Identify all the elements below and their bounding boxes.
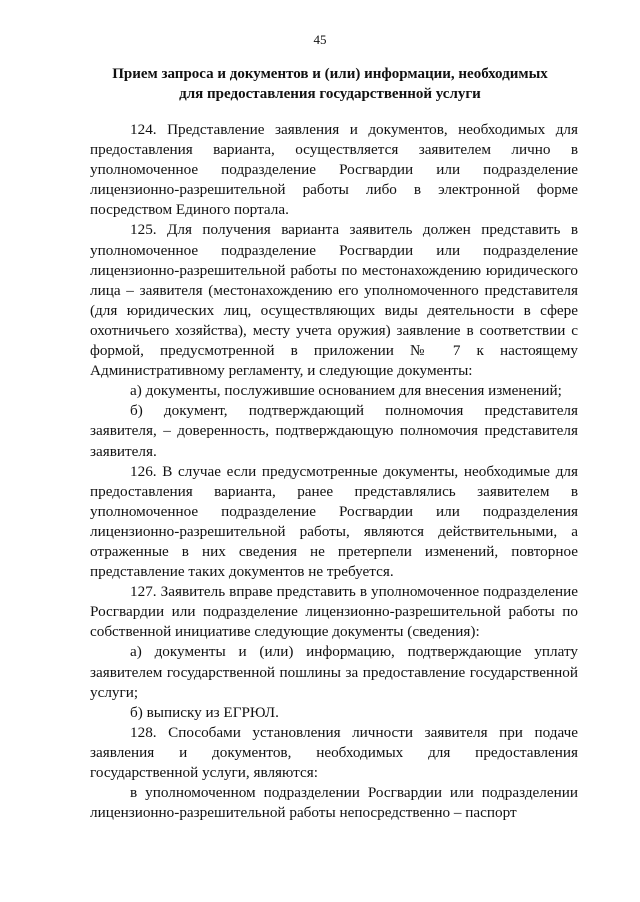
page-number: 45 — [313, 32, 327, 47]
paragraph-127: 127. Заявитель вправе представить в уполномоченное подразделение Росгвардии или подразделение лицензионно-разрешительной работы по собственной инициативе следующие документы (сведения): — [90, 583, 578, 641]
section-title-line-1: Прием запроса и документов и (или) информации, необходимых — [112, 66, 548, 82]
paragraph-125-item-b: б) документ, подтверждающий полномочия представителя заявителя, – доверенность, подтверждающую полномочия представителя заявителя. — [90, 402, 578, 460]
paragraph-125: 125. Для получения варианта заявитель должен представить в уполномоченное подразделение Росгвардии или подразделение лицензионно-разрешительной работы по местонахождению юридического лица – заявителя (местонахождению его уполномоченного представителя (для юридических лиц, осуществляющих виды деятельности в сфере охотничьего хозяйства), месту учета оружия) заявление в соответствии с формой, предусмотренной в приложении № 7 к настоящему Административному регламенту, и следующие документы: — [90, 221, 578, 380]
section-title-line-2: для предоставления государственной услуги — [179, 86, 481, 102]
paragraph-127-item-b: б) выписку из ЕГРЮЛ. — [130, 703, 279, 721]
paragraph-127-item-a: а) документы и (или) информацию, подтверждающие уплату заявителем государственной пошлины за предоставление государственной услуги; — [90, 643, 578, 701]
paragraph-125-item-a: а) документы, послужившие основанием для внесения изменений; — [130, 382, 562, 400]
document-body — [90, 120, 578, 823]
paragraph-126: 126. В случае если предусмотренные документы, необходимые для предоставления варианта, ранее представлялись заявителем в уполномоченное подразделение Росгвардии или подразделения лицензионно-разрешительной работы, являются действительными, а отраженные в них сведения не претерпели изменений, повторное представление таких документов не требуется. — [90, 462, 578, 581]
paragraph-124: 124. Представление заявления и документов, необходимых для предоставления варианта, осуществляется заявителем лично в уполномоченное подразделение Росгвардии или подразделение лицензионно-разрешительной работы либо в электронной форме посредством Единого портала. — [90, 121, 578, 219]
section-title — [90, 64, 570, 104]
paragraph-128: 128. Способами установления личности заявителя при подаче заявления и документов, необходимых для предоставления государственной услуги, являются: — [90, 723, 578, 781]
paragraph-128-continued: в уполномоченном подразделении Росгвардии или подразделении лицензионно-разрешительной работы непосредственно – паспорт — [90, 784, 578, 822]
